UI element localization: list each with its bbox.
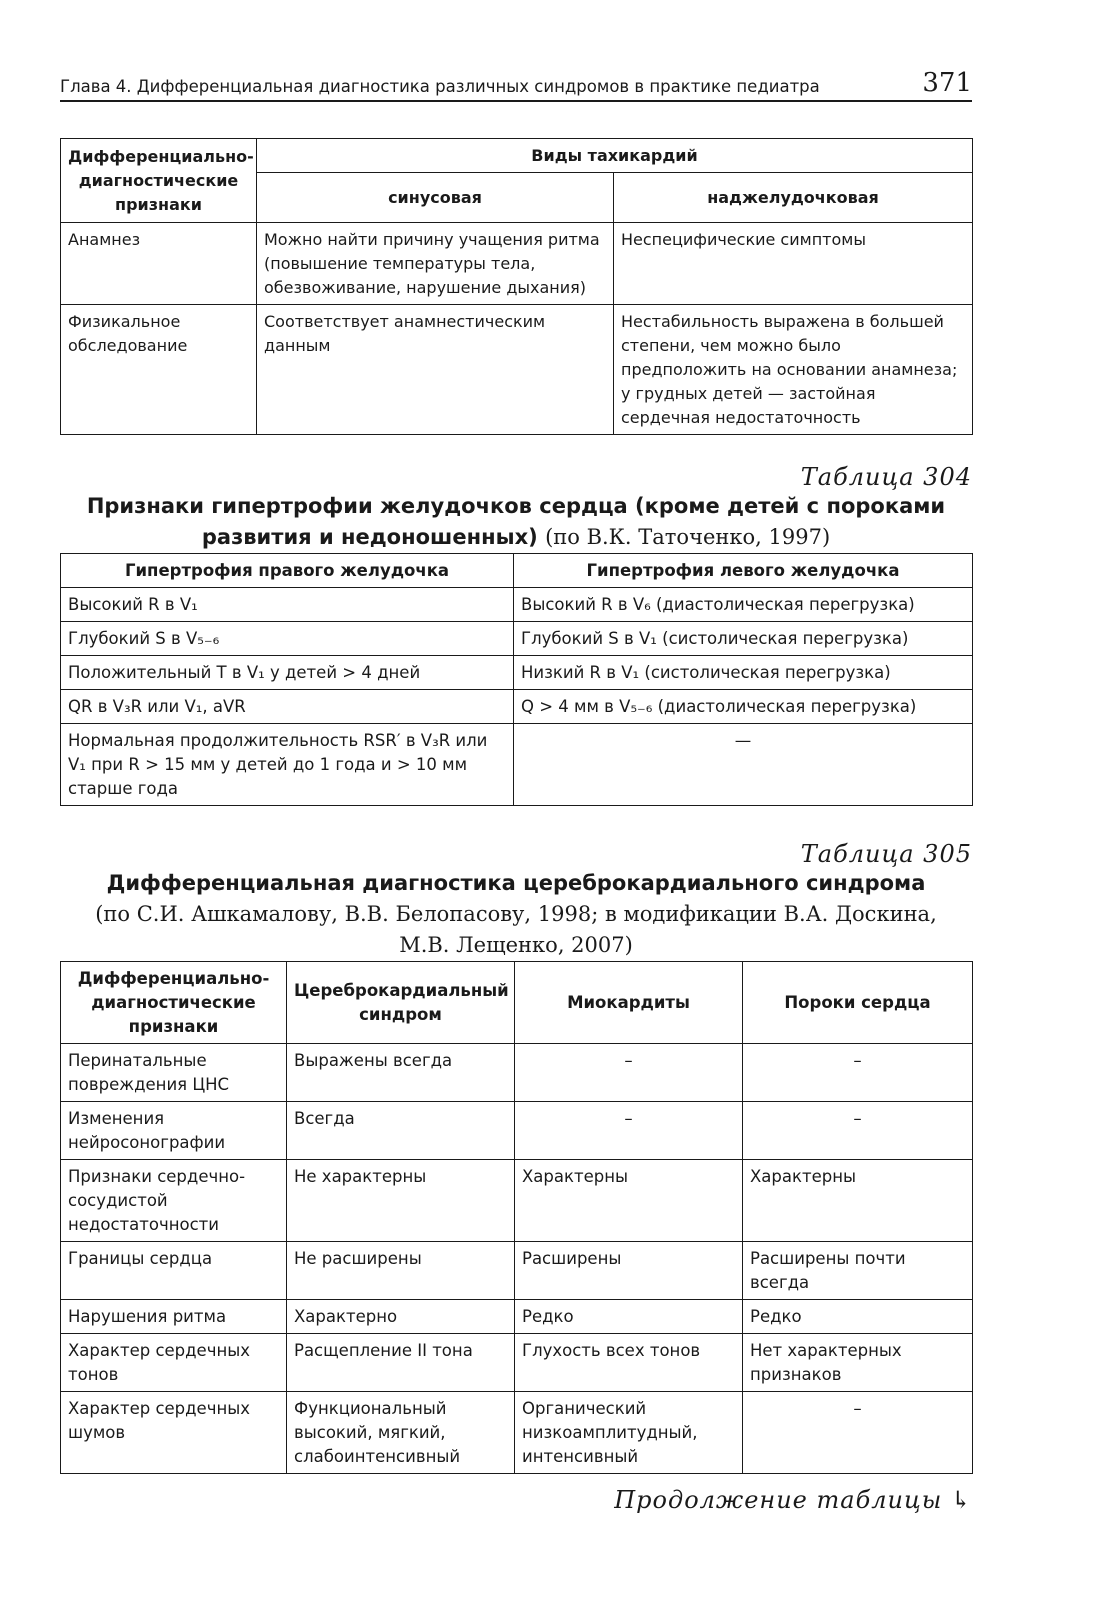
table-cell: Соответствует анамнестическим данным xyxy=(257,305,614,435)
table-number: Таблица 304 xyxy=(800,463,972,491)
tachycardia-table xyxy=(60,138,973,435)
table-cell: Высокий R в V₆ (диастолическая перегрузка) xyxy=(514,588,973,622)
hypertrophy-table xyxy=(60,553,973,806)
column-header: Гипертрофия левого желудочка xyxy=(514,554,973,588)
table-row xyxy=(61,656,973,690)
table-source: (по В.К. Таточенко, 1997) xyxy=(545,525,831,549)
column-header: Гипертрофия правого желудочка xyxy=(61,554,514,588)
table-cell: Анамнез xyxy=(61,223,257,305)
table-cell: Изменения нейросонографии xyxy=(61,1102,287,1160)
table-cell: Глубокий S в V₅₋₆ xyxy=(61,622,514,656)
table-cell: Характерно xyxy=(287,1300,515,1334)
column-header: Дифференциально-диагностические признаки xyxy=(61,962,287,1044)
table-cell: — xyxy=(514,724,973,806)
table-cell: Характер сердечных шумов xyxy=(61,1392,287,1474)
table-title-text: Признаки гипертрофии желудочков сердца (кроме детей с пороками развития и недоношенных) xyxy=(86,494,946,549)
running-head xyxy=(60,70,972,102)
table-cell: Глухость всех тонов xyxy=(515,1334,743,1392)
book-page xyxy=(60,70,972,1514)
table-305-section xyxy=(60,840,972,1474)
table-cell: Характерны xyxy=(515,1160,743,1242)
column-header: наджелудочковая xyxy=(614,173,973,223)
page-number: 371 xyxy=(922,68,972,98)
table-cell: Признаки сердечно-сосудистой недостаточности xyxy=(61,1160,287,1242)
table-cell: Нормальная продолжительность RSR′ в V₃R или V₁ при R > 15 мм у детей до 1 года и > 10 мм старше года xyxy=(61,724,514,806)
column-header: Пороки сердца xyxy=(743,962,973,1044)
table-cell: Границы сердца xyxy=(61,1242,287,1300)
chapter-title: Глава 4. Дифференциальная диагностика различных синдромов в практике педиатра xyxy=(60,77,820,96)
group-header: Виды тахикардий xyxy=(257,139,973,173)
table-cell: Редко xyxy=(515,1300,743,1334)
table-cell: Не расширены xyxy=(287,1242,515,1300)
table-cell: Физикальное обследование xyxy=(61,305,257,435)
table-header-row xyxy=(61,962,973,1044)
table-cell: Нестабильность выражена в большей степени, чем можно было предположить на основании анамнеза; у грудных детей — застойная сердечная недостаточность xyxy=(614,305,973,435)
column-header: Миокардиты xyxy=(515,962,743,1044)
table-row xyxy=(61,1242,973,1300)
table-cell: QR в V₃R или V₁, aVR xyxy=(61,690,514,724)
table-cell: Высокий R в V₁ xyxy=(61,588,514,622)
table-cell: Органический низкоамплитудный, интенсивный xyxy=(515,1392,743,1474)
table-304-section xyxy=(60,463,972,806)
table-header-row xyxy=(61,139,973,173)
table-cell: Не характерны xyxy=(287,1160,515,1242)
table-cell: Всегда xyxy=(287,1102,515,1160)
table-cell: Характер сердечных тонов xyxy=(61,1334,287,1392)
table-row xyxy=(61,724,973,806)
table-cell: Можно найти причину учащения ритма (повышение температуры тела, обезвоживание, нарушение дыхания) xyxy=(257,223,614,305)
table-row xyxy=(61,1334,973,1392)
table-cell: Неспецифические симптомы xyxy=(614,223,973,305)
table-cell: – xyxy=(515,1044,743,1102)
table-cell: Глубокий S в V₁ (систолическая перегрузка) xyxy=(514,622,973,656)
table-row xyxy=(61,1102,973,1160)
table-cell: Низкий R в V₁ (систолическая перегрузка) xyxy=(514,656,973,690)
column-header: Дифференциально-диагностические признаки xyxy=(61,139,257,223)
table-row xyxy=(61,690,973,724)
table-cell: – xyxy=(743,1392,973,1474)
table-cell: Выражены всегда xyxy=(287,1044,515,1102)
table-cell: Q > 4 мм в V₅₋₆ (диастолическая перегрузка) xyxy=(514,690,973,724)
table-source: М.В. Лещенко, 2007) xyxy=(399,933,633,957)
table-cell: Функциональный высокий, мягкий, слабоинтенсивный xyxy=(287,1392,515,1474)
table-cell: Положительный T в V₁ у детей > 4 дней xyxy=(61,656,514,690)
table-cell: Нет характерных признаков xyxy=(743,1334,973,1392)
table-cell: Расщепление II тона xyxy=(287,1334,515,1392)
table-row xyxy=(61,1044,973,1102)
table-cell: Перинатальные повреждения ЦНС xyxy=(61,1044,287,1102)
cerebrocardiac-table xyxy=(60,961,973,1474)
table-cell: Расширены xyxy=(515,1242,743,1300)
table-row xyxy=(61,1392,973,1474)
table-row xyxy=(61,622,973,656)
table-row xyxy=(61,223,973,305)
table-number: Таблица 305 xyxy=(800,840,972,868)
table-header-row xyxy=(61,554,973,588)
table-row xyxy=(61,1160,973,1242)
column-header: синусовая xyxy=(257,173,614,223)
table-cell: – xyxy=(515,1102,743,1160)
column-header: Цереброкардиальный синдром xyxy=(287,962,515,1044)
table-row xyxy=(61,588,973,622)
table-cell: Расширены почти всегда xyxy=(743,1242,973,1300)
table-cell: Характерны xyxy=(743,1160,973,1242)
table-row xyxy=(61,305,973,435)
continued-note: Продолжение таблицы ↳ xyxy=(614,1486,972,1514)
table-source: (по С.И. Ашкамалову, В.В. Белопасову, 1998; в модификации В.А. Доскина, xyxy=(95,902,937,926)
table-cell: Нарушения ритма xyxy=(61,1300,287,1334)
table-row xyxy=(61,1300,973,1334)
table-cell: Редко xyxy=(743,1300,973,1334)
table-cell: – xyxy=(743,1102,973,1160)
table-title: Дифференциальная диагностика цереброкардиального синдрома xyxy=(106,871,926,895)
table-cell: – xyxy=(743,1044,973,1102)
table-title xyxy=(60,491,972,553)
